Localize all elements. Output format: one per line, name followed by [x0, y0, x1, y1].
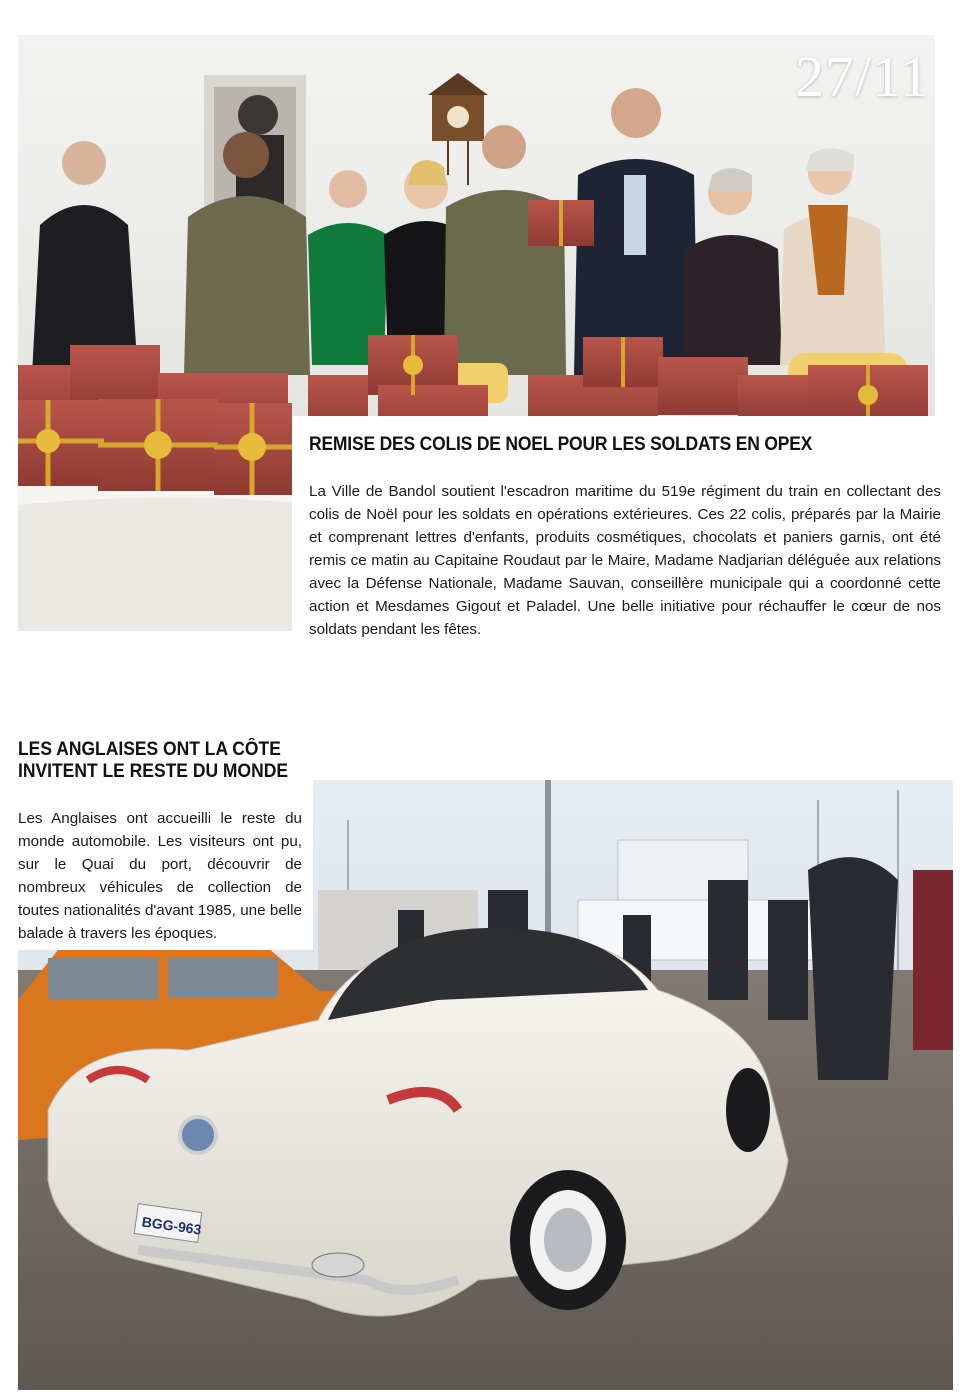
article-christmas-parcels-body: La Ville de Bandol soutient l'escadron maritime du 519e régiment du train en collectant des colis de Noël pour les soldats en opérations extérieures. Ces 22 colis, préparés par la Mairie et comprenant lettres d'enfants, produits cosmétiques, chocolats et paniers garnis, ont été remis ce matin au Capitaine Roudaut par le Maire, Madame Nadjarian déléguée aux relations avec la Défense Nationale, Madame Sauvan, conseillère municipale qui a coordonné cette action et Mesdames Gigout et Paladel. Une belle initiative pour réchauffer le cœur de nos soldats pendant les fêtes. [309, 483, 941, 638]
article-vintage-cars-title [18, 739, 294, 783]
article-christmas-parcels-title: REMISE DES COLIS DE NOEL POUR LES SOLDATS EN OPEX [309, 434, 813, 455]
license-plate: BGG-963 [140, 1213, 203, 1238]
article-vintage-cars-title-line2: INVITENT LE RESTE DU MONDE [18, 761, 288, 782]
article-vintage-cars-title-line1: LES ANGLAISES ONT LA CÔTE [18, 739, 281, 760]
date-stamp: 27/11 [795, 44, 930, 109]
article-vintage-cars-body: Les Anglaises ont accueilli le reste du monde automobile. Les visiteurs ont pu, sur le Quai du port, découvrir de nombreux véhicules de collection de toutes nationalités d'avant 1985, une belle balade à travers les époques. [18, 810, 302, 942]
article-christmas-parcels [292, 416, 960, 648]
article-vintage-cars [0, 735, 313, 950]
